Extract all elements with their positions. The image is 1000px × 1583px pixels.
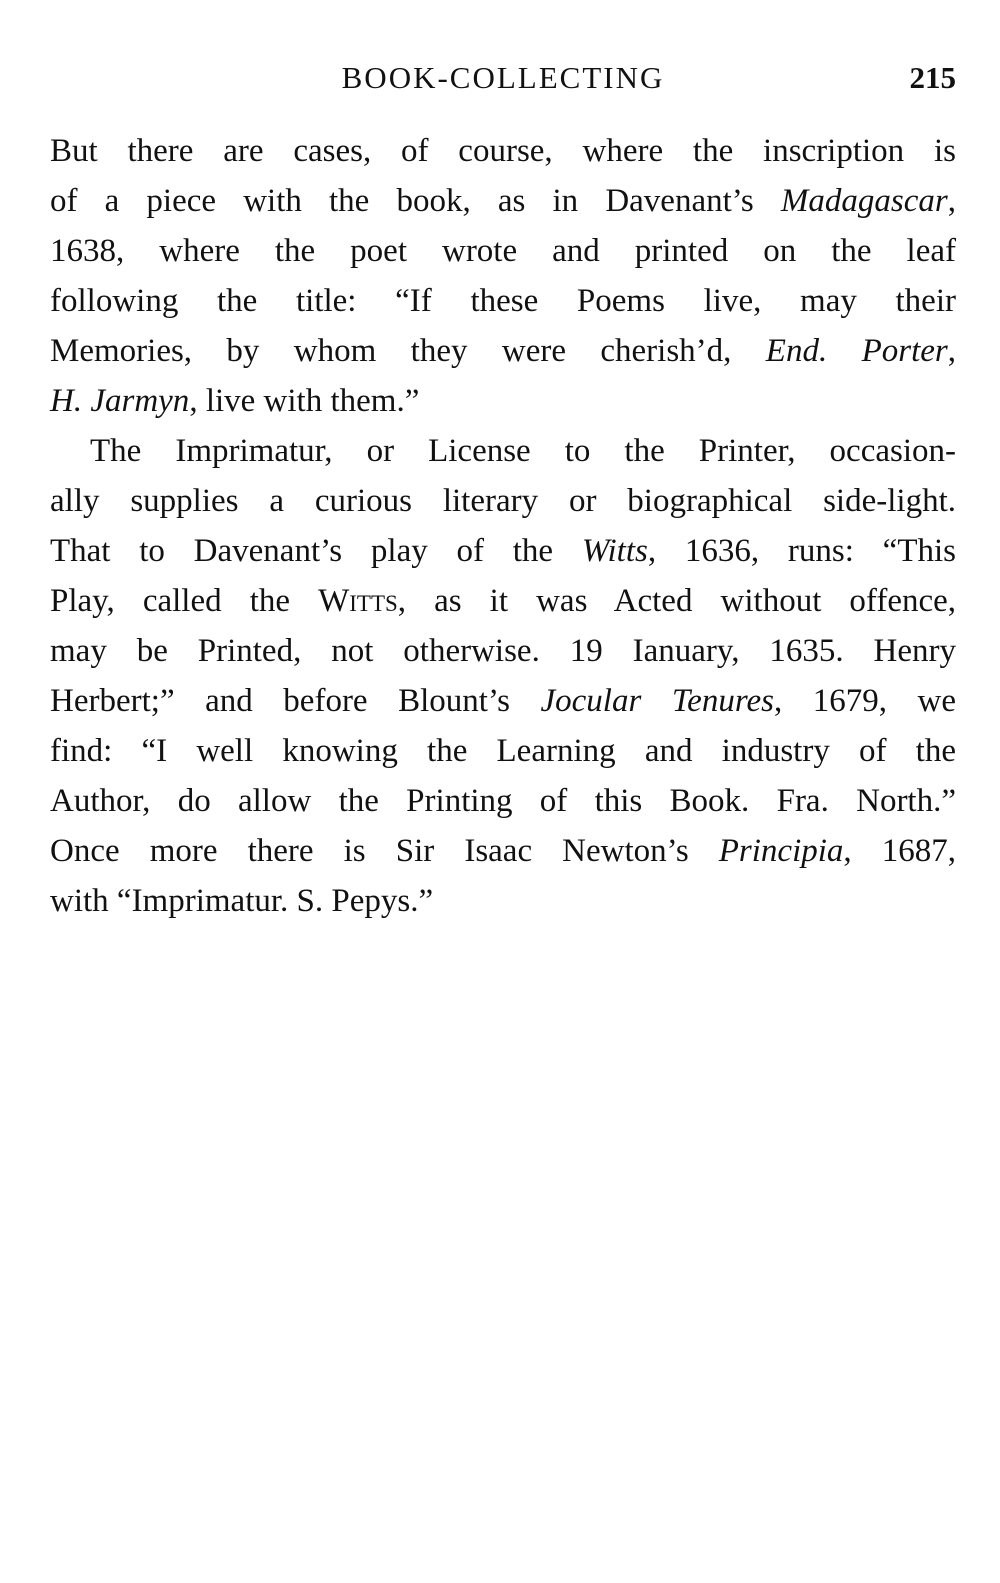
running-title: BOOK-COLLECTING (341, 60, 665, 95)
text-line (50, 576, 956, 626)
text-run: But there are cases, of course, where the inscription is (50, 133, 956, 169)
text-line (50, 326, 956, 376)
text-run: That to Davenant’s play of the (50, 533, 582, 569)
text-line (50, 676, 956, 726)
text-run: Play, called the (50, 583, 319, 619)
text-line (50, 376, 956, 426)
text-line (50, 526, 956, 576)
text-line (50, 476, 956, 526)
text-run: , 1679, we (773, 683, 956, 719)
text-run: , (947, 333, 956, 369)
text-run: find: “I well knowing the Learning and industry of the (50, 733, 956, 769)
text-run: of a piece with the book, as in Davenant’s (50, 183, 781, 219)
running-head (50, 56, 956, 100)
text-line (50, 876, 956, 926)
text-run: The Imprimatur, or License to the Printer, occasion- (90, 433, 956, 469)
text-line (50, 276, 956, 326)
text-line (50, 726, 956, 776)
italic-text: End. Porter (765, 333, 948, 369)
text-line (50, 826, 956, 876)
text-line (50, 226, 956, 276)
text-run: Memories, by whom they were cherish’d, (50, 333, 766, 369)
text-run: may be Printed, not otherwise. 19 Ianuary, 1635. Henry (50, 633, 956, 669)
italic-text: H. Jarmyn (50, 383, 190, 419)
paragraph (50, 426, 956, 926)
text-run: , (947, 183, 956, 219)
text-run: 1638, where the poet wrote and printed on the leaf (50, 233, 956, 269)
body-text (50, 126, 956, 926)
page-number: 215 (909, 60, 956, 95)
text-line (50, 426, 956, 476)
text-run: , as it was Acted without offence, (397, 583, 957, 619)
text-line (50, 126, 956, 176)
paragraph (50, 126, 956, 426)
italic-text: Jocular Tenures (540, 683, 774, 719)
text-run: Herbert;” and before Blount’s (50, 683, 541, 719)
text-line (50, 176, 956, 226)
text-run: , live with them.” (189, 383, 420, 419)
text-run: following the title: “If these Poems live, may their (50, 283, 956, 319)
small-caps-text: Witts (318, 583, 398, 619)
text-run: , 1687, (843, 833, 957, 869)
italic-text: Witts (581, 533, 648, 569)
italic-text: Madagascar (780, 183, 948, 219)
text-run: with “Imprimatur. S. Pepys.” (50, 883, 434, 919)
text-run: , 1636, runs: “This (647, 533, 956, 569)
text-line (50, 626, 956, 676)
text-run: Author, do allow the Printing of this Book. Fra. North.” (50, 783, 956, 819)
text-run: Once more there is Sir Isaac Newton’s (50, 833, 719, 869)
italic-text: Principia (718, 833, 844, 869)
text-run: ally supplies a curious literary or biographical side-light. (50, 483, 956, 519)
text-line (50, 776, 956, 826)
